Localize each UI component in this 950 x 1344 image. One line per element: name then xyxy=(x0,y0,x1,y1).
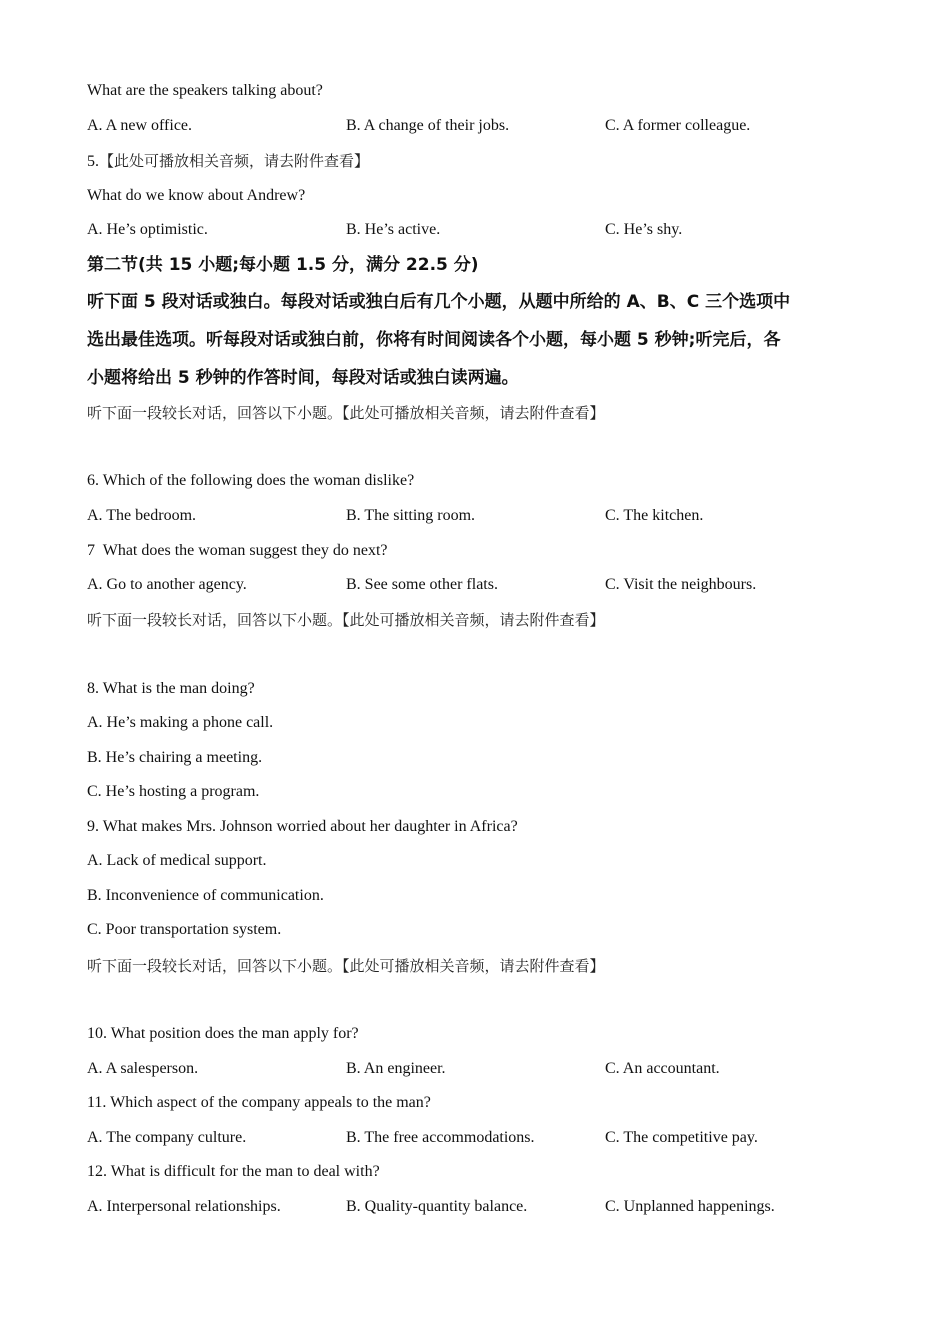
section-2-instructions-line-3: 小题将给出 5 秒钟的作答时间，每段对话或独白读两遍。 xyxy=(87,368,519,388)
option-b: B. See some other flats. xyxy=(346,576,498,593)
option-c: C. Unplanned happenings. xyxy=(605,1198,775,1215)
question-5-text: What do we know about Andrew? xyxy=(87,187,306,204)
section-2-instructions-line-2: 选出最佳选项。听每段对话或独白前，你将有时间阅读各个小题，每小题 5 秒钟;听完后，各 xyxy=(87,330,781,350)
question-5-header xyxy=(87,151,369,172)
option-b: B. A change of their jobs. xyxy=(346,117,510,134)
dialogue-1-intro: 听下面一段较长对话，回答以下小题。【此处可播放相关音频，请去附件查看】 xyxy=(87,404,605,422)
option-b: B. He’s active. xyxy=(346,221,441,238)
option-a: A. A new office. xyxy=(87,117,193,134)
question-9-option-b: B. Inconvenience of communication. xyxy=(87,887,324,904)
dialogue-2-intro: 听下面一段较长对话，回答以下小题。【此处可播放相关音频，请去附件查看】 xyxy=(87,611,605,629)
question-11-options xyxy=(87,1128,877,1148)
option-c: C. Visit the neighbours. xyxy=(605,576,757,593)
question-9-text: 9. What makes Mrs. Johnson worried about her daughter in Africa? xyxy=(87,818,518,835)
option-a: A. He’s optimistic. xyxy=(87,221,208,238)
section-2-heading: 第二节(共 15 小题;每小题 1.5 分，满分 22.5 分) xyxy=(87,255,479,275)
option-b: B. An engineer. xyxy=(346,1060,446,1077)
option-a: A. The bedroom. xyxy=(87,507,197,524)
audio-note: 【此处可播放相关音频，请去附件查看】 xyxy=(99,152,370,170)
question-7-text: 7 What does the woman suggest they do next? xyxy=(87,542,388,559)
option-c: C. He’s shy. xyxy=(605,221,683,238)
dialogue-3-intro: 听下面一段较长对话，回答以下小题。【此处可播放相关音频，请去附件查看】 xyxy=(87,957,605,975)
question-8-option-a: A. He’s making a phone call. xyxy=(87,714,274,731)
question-5-options xyxy=(87,220,877,240)
section-2-instructions-line-1: 听下面 5 段对话或独白。每段对话或独白后有几个小题，从题中所给的 A、B、C 三个选项中 xyxy=(87,292,791,312)
question-10-options xyxy=(87,1059,877,1079)
question-number: 5. xyxy=(87,153,99,170)
question-4-text: What are the speakers talking about? xyxy=(87,82,323,99)
option-c: C. The competitive pay. xyxy=(605,1129,758,1146)
question-6-options xyxy=(87,506,877,526)
question-4-options xyxy=(87,116,877,136)
option-c: C. A former colleague. xyxy=(605,117,751,134)
question-8-option-b: B. He’s chairing a meeting. xyxy=(87,749,263,766)
option-a: A. Go to another agency. xyxy=(87,576,247,593)
question-9-option-c: C. Poor transportation system. xyxy=(87,921,282,938)
question-11-text: 11. Which aspect of the company appeals to the man? xyxy=(87,1094,431,1111)
question-8-text: 8. What is the man doing? xyxy=(87,680,255,697)
question-10-text: 10. What position does the man apply for? xyxy=(87,1025,359,1042)
option-b: B. The free accommodations. xyxy=(346,1129,535,1146)
option-b: B. Quality-quantity balance. xyxy=(346,1198,528,1215)
question-12-text: 12. What is difficult for the man to deal with? xyxy=(87,1163,380,1180)
option-a: A. A salesperson. xyxy=(87,1060,199,1077)
question-7-options xyxy=(87,575,877,595)
option-c: C. The kitchen. xyxy=(605,507,704,524)
option-a: A. Interpersonal relationships. xyxy=(87,1198,281,1215)
option-c: C. An accountant. xyxy=(605,1060,720,1077)
option-a: A. The company culture. xyxy=(87,1129,247,1146)
question-9-option-a: A. Lack of medical support. xyxy=(87,852,267,869)
question-6-text: 6. Which of the following does the woman dislike? xyxy=(87,472,415,489)
question-8-option-c: C. He’s hosting a program. xyxy=(87,783,260,800)
option-b: B. The sitting room. xyxy=(346,507,476,524)
question-12-options xyxy=(87,1197,877,1217)
